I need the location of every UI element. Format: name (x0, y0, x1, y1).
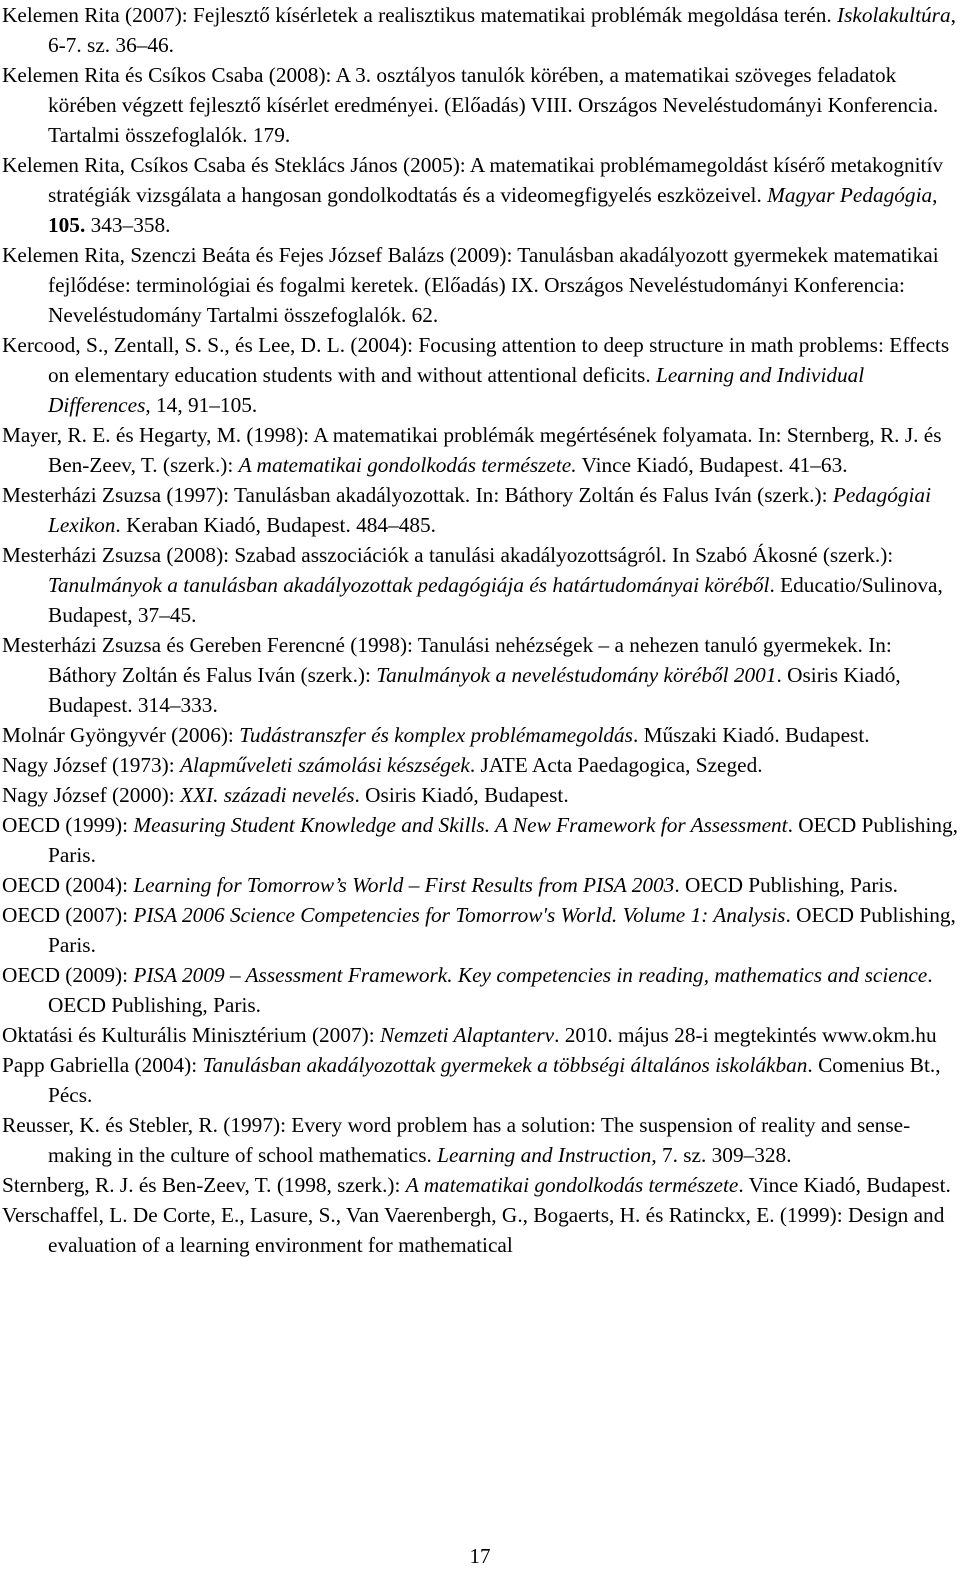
reference-text: Nagy József (2000): (2, 783, 181, 807)
reference-text: Magyar Pedagógia (767, 183, 933, 207)
reference-text: Alapműveleti számolási készségek (180, 753, 470, 777)
reference-text: Learning for Tomorrow’s World – First Results from PISA 2003 (133, 873, 675, 897)
reference-text: Learning and Individual Differences (48, 363, 865, 417)
reference-entry (2, 1050, 958, 1110)
reference-entry (2, 240, 958, 330)
reference-text: . Comenius Bt., Pécs. (48, 1053, 941, 1107)
reference-text: . OECD Publishing, Paris. (674, 873, 898, 897)
reference-text: . Műszaki Kiadó. Budapest. (632, 723, 870, 747)
reference-entry (2, 750, 958, 780)
reference-entry (2, 480, 958, 540)
reference-entry (2, 1110, 958, 1170)
reference-text: OECD (2004): (2, 873, 134, 897)
reference-entry (2, 420, 958, 480)
reference-text: , 7. sz. 309–328. (651, 1143, 792, 1167)
reference-entry (2, 780, 958, 810)
reference-entry (2, 150, 958, 240)
reference-text: , (932, 183, 938, 207)
reference-text: . OECD Publishing, Paris. (48, 903, 956, 957)
reference-entry (2, 1020, 958, 1050)
reference-text: Tanulmányok a neveléstudomány köréből 2001 (376, 663, 777, 687)
reference-text: 343–358. (85, 213, 171, 237)
reference-entry (2, 720, 958, 750)
reference-text: Kelemen Rita és Csíkos Csaba (2008): A 3. osztályos tanulók körében, a matematikai szöveges feladatok körében végzett fejlesztő kísérlet eredményei. (Előadás) VIII. Országos Neveléstudományi Konferencia. Tartalmi összefoglalók. 179. (2, 63, 939, 147)
reference-text: . Educatio/Sulinova, Budapest, 37–45. (48, 573, 943, 627)
reference-text: Iskolakultúra (837, 3, 951, 27)
reference-text: . OECD Publishing, Paris. (48, 813, 958, 867)
reference-entry (2, 540, 958, 630)
reference-text: A matematikai gondolkodás természete. (238, 453, 577, 477)
reference-text: Mesterházi Zsuzsa (1997): Tanulásban akadályozottak. In: Báthory Zoltán és Falus Iván (szerk.): (2, 483, 833, 507)
reference-text: Vince Kiadó, Budapest. 41–63. (576, 453, 848, 477)
reference-text: , 6-7. sz. 36–46. (48, 3, 956, 57)
reference-text: . JATE Acta Paedagogica, Szeged. (469, 753, 763, 777)
reference-text: Nagy József (1973): (2, 753, 181, 777)
reference-text: . Osiris Kiadó, Budapest. 314–333. (48, 663, 901, 717)
reference-text: Kelemen Rita (2007): Fejlesztő kísérletek a realisztikus matematikai problémák megoldása terén. (2, 3, 838, 27)
reference-text: . 2010. május 28-i megtekintés www.okm.hu (554, 1023, 937, 1047)
reference-text: . Keraban Kiadó, Budapest. 484–485. (115, 513, 436, 537)
reference-entry (2, 1170, 958, 1200)
reference-text: . Vince Kiadó, Budapest. (738, 1173, 951, 1197)
reference-text: . OECD Publishing, Paris. (48, 963, 933, 1017)
reference-text: XXI. századi nevelés (180, 783, 355, 807)
reference-text: Nemzeti Alaptanterv (379, 1023, 555, 1047)
reference-text: OECD (2007): (2, 903, 134, 927)
reference-text: Kelemen Rita, Csíkos Csaba és Steklács János (2005): A matematikai problémamegoldást kísérő metakognitív stratégiák vizsgálata a hangosan gondolkodtatás és a videomegfigyelés eszközeivel. (2, 153, 944, 207)
reference-text: Mesterházi Zsuzsa (2008): Szabad asszociációk a tanulási akadályozottságról. In Szabó Ákosné (szerk.): (2, 543, 894, 567)
reference-text: Learning and Instruction (437, 1143, 652, 1167)
reference-text: Molnár Gyöngyvér (2006): (2, 723, 240, 747)
reference-text: OECD (2009): (2, 963, 134, 987)
reference-entry (2, 0, 958, 60)
reference-text: A matematikai gondolkodás természete (405, 1173, 739, 1197)
reference-text: . Osiris Kiadó, Budapest. (354, 783, 569, 807)
reference-entry (2, 1200, 958, 1260)
reference-text: PISA 2009 – Assessment Framework. Key competencies in reading, mathematics and science (133, 963, 928, 987)
reference-entry (2, 810, 958, 870)
reference-text: PISA 2006 Science Competencies for Tomorrow's World. Volume 1: Analysis (133, 903, 786, 927)
reference-text: Kercood, S., Zentall, S. S., és Lee, D. L. (2004): Focusing attention to deep structure in math problems: Effects on elementary education students with and without attentional deficits. (2, 333, 950, 387)
reference-text: Tanulmányok a tanulásban akadályozottak pedagógiája és határtudományai köréből (48, 573, 770, 597)
reference-text: OECD (1999): (2, 813, 134, 837)
reference-entry (2, 630, 958, 720)
reference-text: Sternberg, R. J. és Ben-Zeev, T. (1998, szerk.): (2, 1173, 406, 1197)
reference-text: , 14, 91–105. (145, 393, 258, 417)
reference-entry (2, 330, 958, 420)
reference-text: Mayer, R. E. és Hegarty, M. (1998): A matematikai problémák megértésének folyamata. In: Sternberg, R. J. és Ben-Zeev, T. (szerk.): (2, 423, 942, 477)
page-number: 17 (469, 1544, 491, 1568)
reference-text: Reusser, K. és Stebler, R. (1997): Every word problem has a solution: The suspension of reality and sense-making in the culture of school mathematics. (2, 1113, 911, 1167)
reference-text: Papp Gabriella (2004): (2, 1053, 203, 1077)
reference-entry (2, 960, 958, 1020)
reference-entry (2, 870, 958, 900)
reference-text: Oktatási és Kulturális Minisztérium (2007): (2, 1023, 380, 1047)
reference-entry (2, 900, 958, 960)
reference-entry (2, 60, 958, 150)
reference-text: Mesterházi Zsuzsa és Gereben Ferencné (1998): Tanulási nehézségek – a nehezen tanuló gyermekek. In: Báthory Zoltán és Falus Iván (szerk.): (2, 633, 892, 687)
reference-text: Kelemen Rita, Szenczi Beáta és Fejes József Balázs (2009): Tanulásban akadályozott gyermekek matematikai fejlődése: terminológiai és fogalmi keretek. (Előadás) IX. Országos Neveléstudományi Konferencia: Neveléstudomány Tartalmi összefoglalók. 62. (2, 243, 939, 327)
reference-text: Pedagógiai Lexikon (48, 483, 931, 537)
reference-list (2, 0, 958, 1260)
reference-text: 105. (48, 213, 86, 237)
reference-text: Verschaffel, L. De Corte, E., Lasure, S., Van Vaerenbergh, G., Bogaerts, H. és Ratinckx, E. (1999): Design and evaluation of a learning environment for mathematical (2, 1203, 945, 1257)
reference-text: Tudástranszfer és komplex problémamegoldás (239, 723, 633, 747)
reference-text: Measuring Student Knowledge and Skills. A New Framework for Assessment (133, 813, 788, 837)
reference-text: Tanulásban akadályozottak gyermekek a többségi általános iskolákban (202, 1053, 808, 1077)
